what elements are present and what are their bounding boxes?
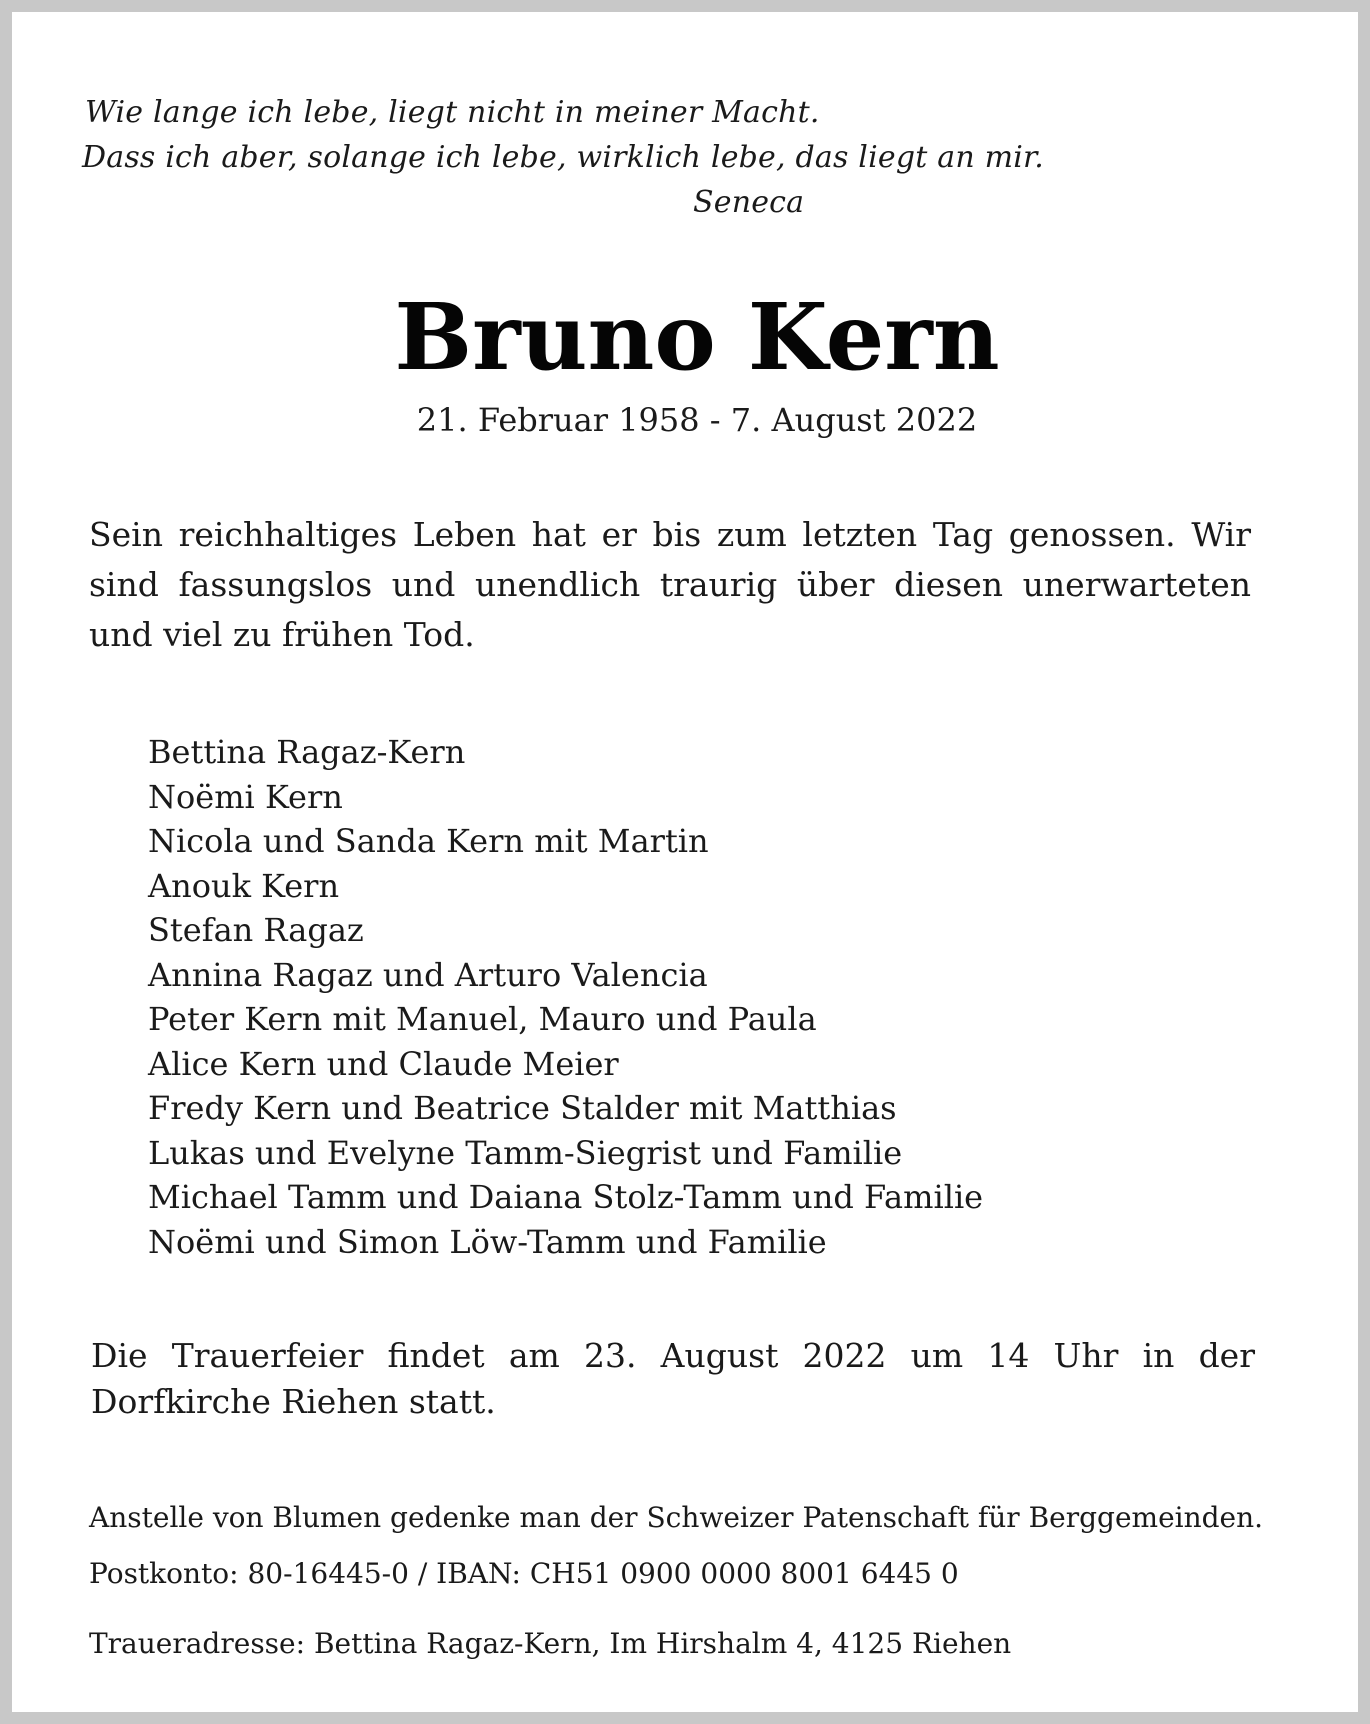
mourner-item: Fredy Kern und Beatrice Stalder mit Matthias (148, 1089, 897, 1127)
donation-notice (89, 1490, 1263, 1602)
mourner-item: Anouk Kern (148, 866, 340, 905)
mourner-item: Lukas und Evelyne Tamm-Siegrist und Familie (148, 1133, 903, 1172)
quote-line: Wie lange ich lebe, liegt nicht in meiner Macht. (85, 95, 820, 130)
mourner-item: Stefan Ragaz (148, 911, 364, 949)
funeral-service-notice: Die Trauerfeier findet am 23. August 2022 um 14 Uhr in der Dorfkirche Riehen statt. (91, 1336, 1255, 1421)
mourner-item: Noëmi Kern (148, 777, 343, 816)
deceased-name: Bruno Kern (394, 283, 1000, 391)
quote-author: Seneca (693, 185, 805, 220)
mourning-address: Traueradresse: Bettina Ragaz-Kern, Im Hirshalm 4, 4125 Riehen (89, 1627, 1012, 1660)
mourner-item: Peter Kern mit Manuel, Mauro und Paula (148, 1000, 817, 1038)
mourner-item: Noëmi und Simon Löw-Tamm und Familie (148, 1222, 827, 1261)
mourners-list (148, 730, 983, 1264)
mourner-item: Annina Ragaz und Arturo Valencia (148, 955, 708, 994)
mourner-item: Nicola und Sanda Kern mit Martin (148, 822, 709, 860)
donation-account: Postkonto: 80-16445-0 / IBAN: CH51 0900 0000 8001 6445 0 (89, 1557, 959, 1590)
life-dates: 21. Februar 1958 - 7. August 2022 (416, 401, 978, 439)
mourner-item: Alice Kern und Claude Meier (148, 1044, 619, 1083)
mourner-item: Bettina Ragaz-Kern (148, 733, 466, 771)
epigraph-quote (82, 90, 1045, 225)
donation-text: Anstelle von Blumen gedenke man der Schweizer Patenschaft für Berggemeinden. (89, 1501, 1264, 1534)
quote-line: Dass ich aber, solange ich lebe, wirklich lebe, das liegt an mir. (82, 140, 1045, 175)
mourner-item: Michael Tamm und Daiana Stolz-Tamm und Familie (148, 1178, 984, 1216)
intro-paragraph: Sein reichhaltiges Leben hat er bis zum letzten Tag genossen. Wir sind fassungslos und unendlich traurig über diesen unerwarteten und viel zu frühen Tod. (89, 515, 1251, 654)
